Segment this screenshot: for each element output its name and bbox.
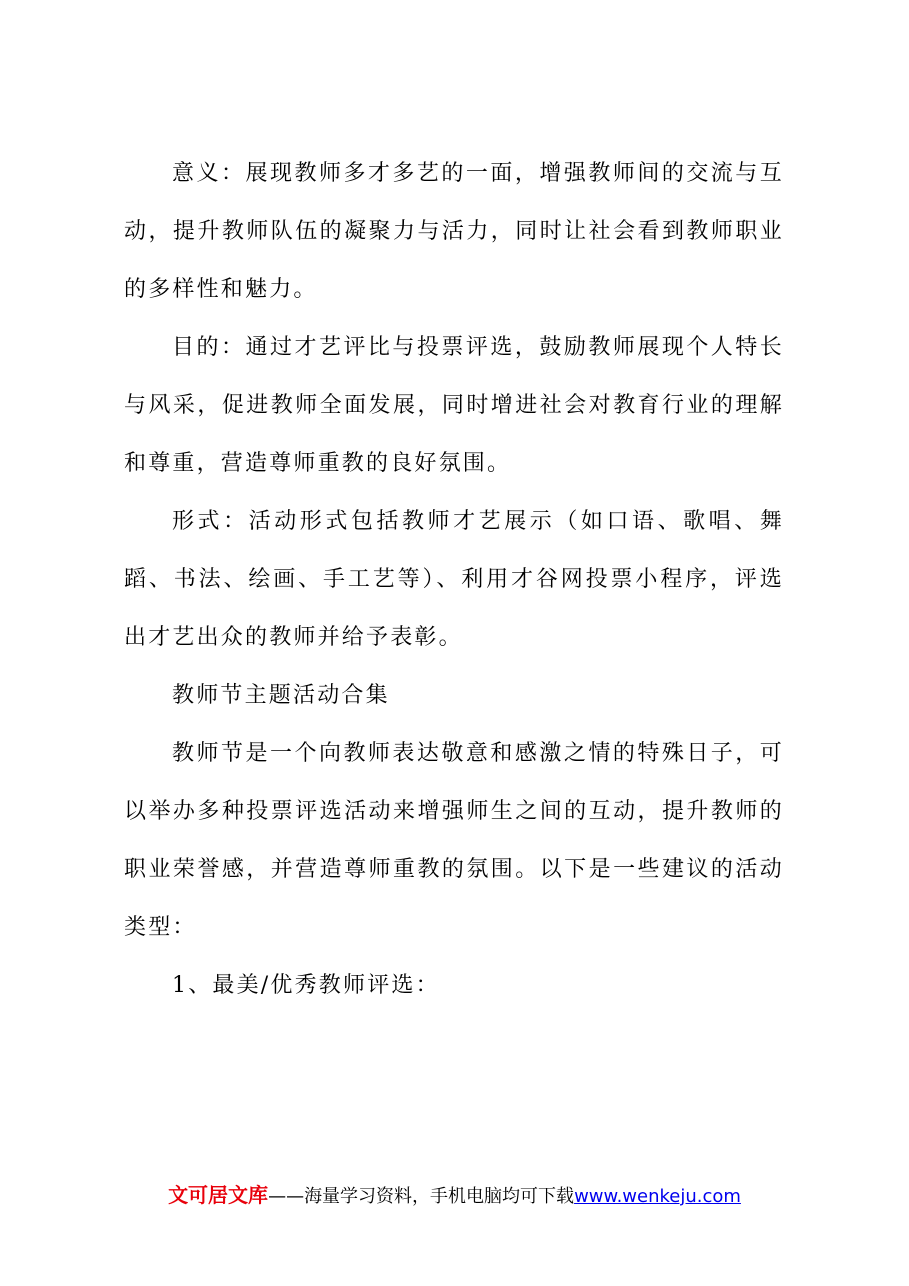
website-link[interactable]: www.wenkeju.com (574, 1186, 741, 1207)
footer-banner (0, 1180, 909, 1212)
section-heading: 教师节主题活动合集 (172, 683, 390, 708)
paragraph-intro: 教师节是一个向教师表达敬意和感激之情的特殊日子，可以举办多种投票评选活动来增强师生之间的互动，提升教师的职业荣誉感，并营造尊师重教的氛围。以下是一些建议的活动类型： (124, 741, 784, 940)
paragraph-format: 形式：活动形式包括教师才艺展示（如口语、歌唱、舞蹈、书法、绘画、手工艺等）、利用才谷网投票小程序，评选出才艺出众的教师并给予表彰。 (124, 509, 784, 650)
paragraph-purpose: 目的：通过才艺评比与投票评选，鼓励教师展现个人特长与风采，促进教师全面发展，同时增进社会对教育行业的理解和尊重，营造尊师重教的良好氛围。 (124, 335, 784, 476)
list-item-1: 1、最美/优秀教师评选： (172, 973, 440, 998)
paragraph-meaning: 意义：展现教师多才多艺的一面，增强教师间的交流与互动，提升教师队伍的凝聚力与活力，同时让社会看到教师职业的多样性和魅力。 (124, 161, 784, 302)
brand-name: 文可居文库 (168, 1183, 269, 1207)
document-body (124, 145, 784, 1015)
footer-slogan: ——海量学习资料，手机电脑均可下载 (268, 1186, 575, 1207)
